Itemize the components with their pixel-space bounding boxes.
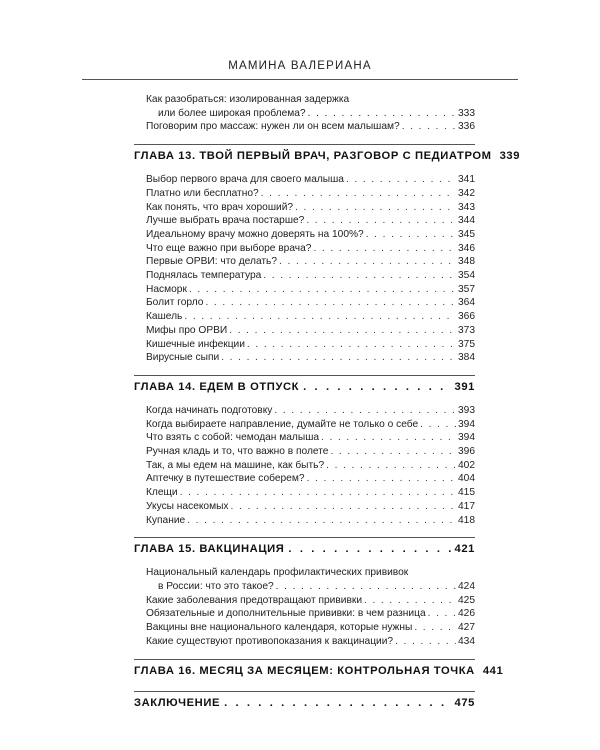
toc-entry-title: Насморк <box>146 283 187 295</box>
toc-entry-page: 344 <box>458 215 475 227</box>
toc-entry-title: Купание <box>146 514 186 526</box>
toc-entry-title-line1: Как разобраться: изолированная задержка <box>146 94 350 105</box>
toc-entry-page: 425 <box>458 594 475 606</box>
toc-entry[interactable] <box>134 486 475 500</box>
conclusion-heading[interactable] <box>134 697 475 715</box>
toc-entry-page: 404 <box>458 473 475 485</box>
toc-entry-title: Вирусные сыпи <box>146 352 220 364</box>
toc-entry-page: 357 <box>458 283 475 295</box>
toc-entry-title: Мифы про ОРВИ <box>146 324 228 336</box>
dot-leader <box>366 228 456 242</box>
toc-entry[interactable] <box>134 418 475 432</box>
toc-entry-page: 394 <box>458 432 475 444</box>
toc-entry-title: Платно или бесплатно? <box>146 187 259 199</box>
chapter-14-entries <box>134 404 475 527</box>
toc-entry-page: 418 <box>458 514 475 526</box>
toc-entry-title: Кашель <box>146 311 183 323</box>
chapter-13-heading[interactable] <box>134 150 521 168</box>
toc-entry[interactable] <box>134 500 475 514</box>
dot-leader <box>295 201 456 215</box>
dot-leader <box>346 173 456 187</box>
dot-leader <box>279 255 456 269</box>
toc-entry-page: 424 <box>458 580 475 592</box>
toc-entry-title: Что еще важно при выборе врача? <box>146 242 312 254</box>
toc-entry-title: Укусы насекомых <box>146 500 229 512</box>
toc-entry-page: 373 <box>458 324 475 336</box>
dot-leader <box>308 107 456 121</box>
chapter-page: 391 <box>454 380 475 393</box>
toc-entry-title: Клещи <box>146 487 178 499</box>
dot-leader <box>414 621 456 635</box>
toc-entry-page: 366 <box>458 311 475 323</box>
toc-entry[interactable] <box>134 214 475 228</box>
toc-entry-title: Первые ОРВИ: что делать? <box>146 256 278 268</box>
toc-entry-title: Когда выбираете направление, думайте не только о себе <box>146 418 419 430</box>
toc-entry-title: Поднялась температура <box>146 270 262 282</box>
toc-entry-page: 434 <box>458 635 475 647</box>
section-rule <box>134 375 475 376</box>
toc-entry[interactable] <box>134 635 475 649</box>
dot-leader <box>330 445 456 459</box>
dot-leader <box>221 351 456 365</box>
toc-entry-page: 343 <box>458 201 475 213</box>
toc-entry[interactable] <box>134 472 475 486</box>
dot-leader <box>184 310 456 324</box>
toc-entry[interactable] <box>134 514 475 528</box>
header-rule <box>82 79 518 80</box>
toc-entry-title: Болит горло <box>146 297 204 309</box>
toc-entry-page: 396 <box>458 446 475 458</box>
toc-entry-title: Когда начинать подготовку <box>146 404 273 416</box>
toc-entry[interactable] <box>134 594 475 608</box>
dot-leader <box>224 697 450 709</box>
dot-leader <box>428 607 456 621</box>
toc-entry-title: Идеальному врачу можно доверять на 100%? <box>146 228 364 240</box>
toc-entry[interactable] <box>134 566 475 593</box>
dot-leader <box>326 459 456 473</box>
chapter-15-heading[interactable] <box>134 543 475 561</box>
chapter-title: ГЛАВА 15. ВАКЦИНАЦИЯ <box>134 543 285 556</box>
toc-entry-page: 393 <box>458 404 475 416</box>
toc-entry[interactable] <box>134 296 475 310</box>
toc-entry-title: Вакцины вне национального календаря, которые нужны <box>146 622 413 634</box>
toc-entry-page: 345 <box>458 228 475 240</box>
dot-leader <box>276 580 456 594</box>
chapter-title: ГЛАВА 13. ТВОЙ ПЕРВЫЙ ВРАЧ, РАЗГОВОР С ПЕДИАТРОМ <box>134 150 492 163</box>
dot-leader <box>306 214 456 228</box>
toc-entry-title: Так, а мы едем на машине, как быть? <box>146 459 325 471</box>
chapter-page: 475 <box>454 696 475 709</box>
toc-entry[interactable] <box>134 242 475 256</box>
toc-entry-page: 402 <box>458 459 475 471</box>
section-rule <box>134 659 475 660</box>
toc-entry[interactable] <box>134 255 475 269</box>
chapter-page: 339 <box>499 150 521 163</box>
dot-leader <box>364 594 456 608</box>
dot-leader <box>420 418 456 432</box>
toc-entry-title: Как понять, что врач хороший? <box>146 201 294 213</box>
dot-leader <box>395 635 456 649</box>
toc-entry-title: Лучше выбрать врача постарше? <box>146 215 305 227</box>
section-rule <box>134 144 475 145</box>
chapter-14-heading[interactable] <box>134 381 475 399</box>
chapter-13-entries <box>134 173 475 365</box>
toc-entry[interactable] <box>134 431 475 445</box>
toc-entry[interactable] <box>134 324 475 338</box>
toc-entry-page: 346 <box>458 242 475 254</box>
chapter-title: ГЛАВА 14. ЕДЕМ В ОТПУСК <box>134 380 300 393</box>
dot-leader <box>187 514 456 528</box>
toc-entry[interactable] <box>134 338 475 352</box>
toc-entry[interactable] <box>134 621 475 635</box>
chapter-16-heading[interactable] <box>134 664 504 683</box>
toc-entry-page: 348 <box>458 256 475 268</box>
dot-leader <box>247 338 456 352</box>
dot-leader <box>303 381 450 393</box>
toc-entry[interactable] <box>134 459 475 473</box>
chapter-page: 421 <box>454 543 475 556</box>
dot-leader <box>274 404 456 418</box>
toc-entry[interactable] <box>134 173 475 187</box>
toc-entry[interactable] <box>134 445 475 459</box>
toc-entry-page: 417 <box>458 500 475 512</box>
toc-entry-title: Кишечные инфекции <box>146 338 245 350</box>
toc-entry-page: 426 <box>458 608 475 620</box>
toc-entry[interactable] <box>134 269 475 283</box>
toc-entry-title-line1: Национальный календарь профилактических прививок <box>146 567 409 579</box>
toc-entry-title: Какие существуют противопоказания к вакцинации? <box>146 635 394 647</box>
toc-entry[interactable] <box>134 310 475 324</box>
toc-entry-page: 384 <box>458 352 475 364</box>
toc-entry-title: Что взять с собой: чемодан малыша <box>146 432 320 444</box>
toc-entry[interactable] <box>134 351 475 365</box>
toc-entry-page: 341 <box>458 174 475 186</box>
running-head: МАМИНА ВАЛЕРИАНА <box>228 60 372 72</box>
dot-leader <box>261 187 456 201</box>
toc-entry[interactable] <box>134 93 475 120</box>
toc-entry[interactable] <box>134 283 475 297</box>
toc-entry-title: Аптечку в путешествие соберем? <box>146 473 305 485</box>
dot-leader <box>229 324 456 338</box>
dot-leader <box>402 120 456 134</box>
toc-entry-page: 336 <box>458 121 475 133</box>
toc-entry-title: Обязательные и дополнительные прививки: в чем разница <box>146 608 426 620</box>
section-rule <box>134 691 475 692</box>
toc-entry-page: 342 <box>458 187 475 199</box>
dot-leader <box>205 296 456 310</box>
dot-leader <box>288 543 450 555</box>
toc-entry-page: 333 <box>458 107 475 119</box>
dot-leader <box>189 283 456 297</box>
toc-entry[interactable] <box>134 201 475 215</box>
toc-entry-page: 415 <box>458 487 475 499</box>
toc-entry-title: Поговорим про массаж: нужен ли он всем малышам? <box>146 121 400 133</box>
dot-leader <box>313 242 456 256</box>
chapter-title: ЗАКЛЮЧЕНИЕ <box>134 696 221 709</box>
section-rule <box>134 537 475 538</box>
dot-leader <box>263 269 456 283</box>
dot-leader <box>321 431 456 445</box>
chapter-title: ГЛАВА 16. МЕСЯЦ ЗА МЕСЯЦЕМ: КОНТРОЛЬНАЯ ТОЧКА <box>134 664 475 677</box>
toc-entry-page: 375 <box>458 338 475 350</box>
toc-entry[interactable] <box>134 187 475 201</box>
toc-entry[interactable] <box>134 120 475 134</box>
dot-leader <box>307 472 456 486</box>
toc-entry-page: 394 <box>458 418 475 430</box>
toc-entry-page: 364 <box>458 297 475 309</box>
toc-entry-title: Выбор первого врача для своего малыша <box>146 174 344 186</box>
toc-entry[interactable] <box>134 404 475 418</box>
toc-entry-page: 354 <box>458 270 475 282</box>
toc-entry-title: Какие заболевания предотвращают прививки <box>146 594 363 606</box>
chapter-15-entries <box>134 566 475 648</box>
chapter-page: 441 <box>482 664 504 677</box>
toc-entry-page: 427 <box>458 622 475 634</box>
toc-entry[interactable] <box>134 228 475 242</box>
toc-entry-title: Ручная кладь и то, что важно в полете <box>146 446 329 458</box>
toc-entry-title-line2: в России: что это такое? <box>158 580 274 592</box>
dot-leader <box>231 500 456 514</box>
toc-entry[interactable] <box>134 607 475 621</box>
table-of-contents <box>134 93 521 715</box>
dot-leader <box>180 486 456 500</box>
toc-entry-title-line2: или более широкая проблема? <box>158 107 306 119</box>
